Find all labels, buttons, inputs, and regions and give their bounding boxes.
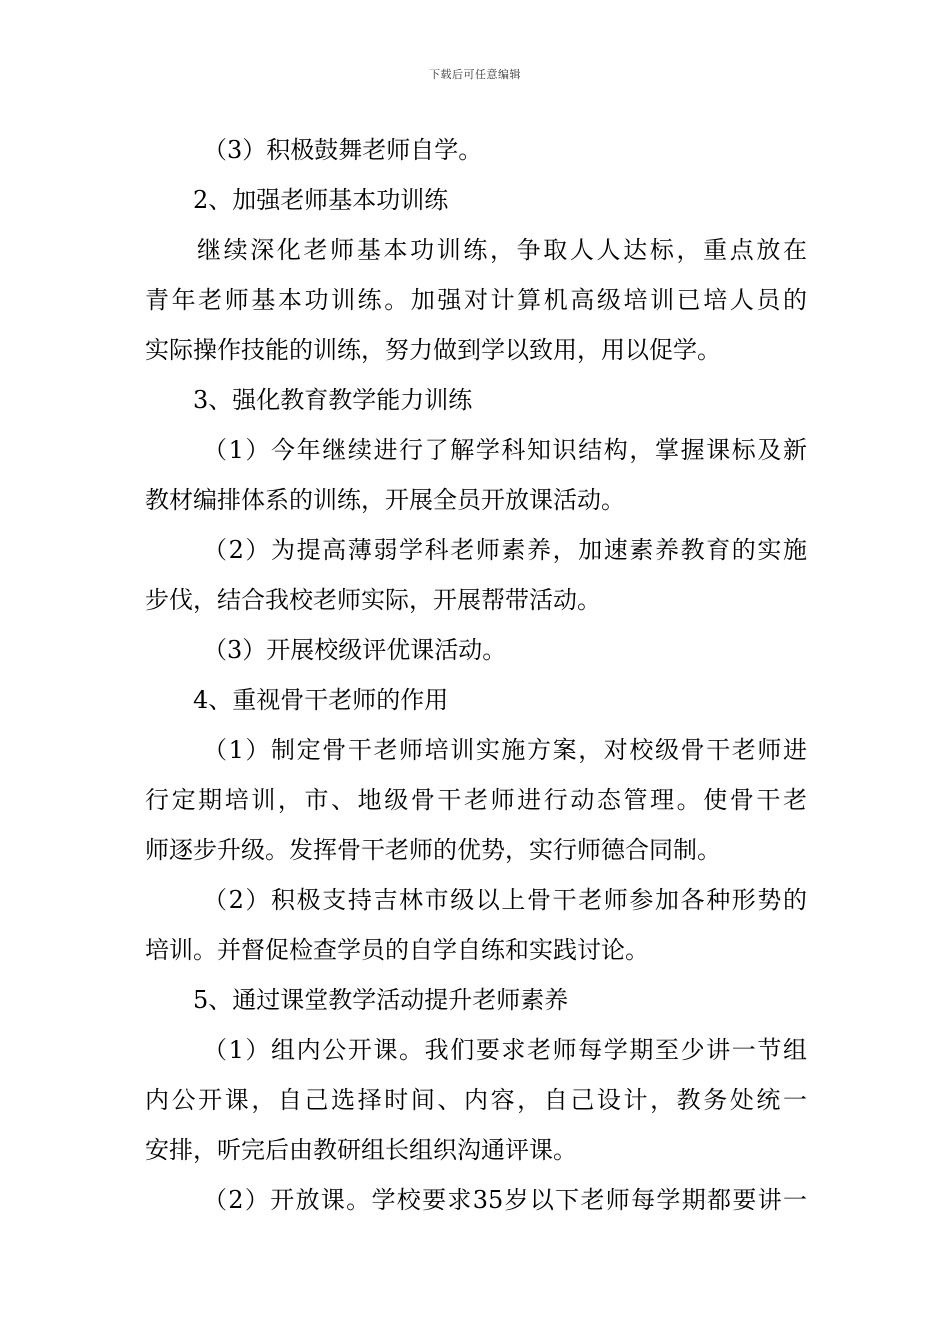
paragraph-line: （2）积极支持吉林市级以上骨干老师参加各种形势的 — [203, 886, 807, 914]
page-header: 下载后可任意编辑 — [429, 68, 521, 81]
paragraph-line: （2）为提高薄弱学科老师素养，加速素养教育的实施 — [203, 536, 807, 564]
paragraph-line: （1）今年继续进行了解学科知识结构，掌握课标及新 — [203, 436, 807, 464]
paragraph-line: （1）制定骨干老师培训实施方案，对校级骨干老师进 — [203, 736, 807, 764]
paragraph-line: （1）组内公开课。我们要求老师每学期至少讲一节组 — [203, 1036, 807, 1064]
section-heading: 3、强化教育教学能力训练 — [193, 386, 473, 414]
paragraph-line: 实际操作技能的训练，努力做到学以致用，用以促学。 — [145, 336, 721, 364]
section-heading: 4、重视骨干老师的作用 — [193, 686, 449, 714]
paragraph-line: 安排，听完后由教研组长组织沟通评课。 — [145, 1136, 577, 1164]
section-heading: 5、通过课堂教学活动提升老师素养 — [193, 986, 569, 1014]
paragraph-line: （2）开放课。学校要求35岁以下老师每学期都要讲一 — [203, 1186, 807, 1214]
paragraph-line: 师逐步升级。发挥骨干老师的优势，实行师德合同制。 — [145, 836, 721, 864]
paragraph-line: 教材编排体系的训练，开展全员开放课活动。 — [145, 486, 625, 514]
document-body — [145, 125, 807, 1225]
paragraph-line: （3）积极鼓舞老师自学。 — [203, 136, 483, 164]
section-heading: 2、加强老师基本功训练 — [193, 186, 449, 214]
paragraph-line: 培训。并督促检查学员的自学自练和实践讨论。 — [145, 936, 649, 964]
paragraph-line: （3）开展校级评优课活动。 — [203, 636, 507, 664]
paragraph-line: 行定期培训，市、地级骨干老师进行动态管理。使骨干老 — [145, 786, 807, 814]
paragraph-line: 内公开课，自己选择时间、内容，自己设计，教务处统一 — [145, 1086, 807, 1114]
paragraph-line: 步伐，结合我校老师实际，开展帮带活动。 — [145, 586, 601, 614]
paragraph-line: 青年老师基本功训练。加强对计算机高级培训已培人员的 — [145, 286, 807, 314]
paragraph-line: 继续深化老师基本功训练，争取人人达标，重点放在 — [197, 236, 807, 264]
